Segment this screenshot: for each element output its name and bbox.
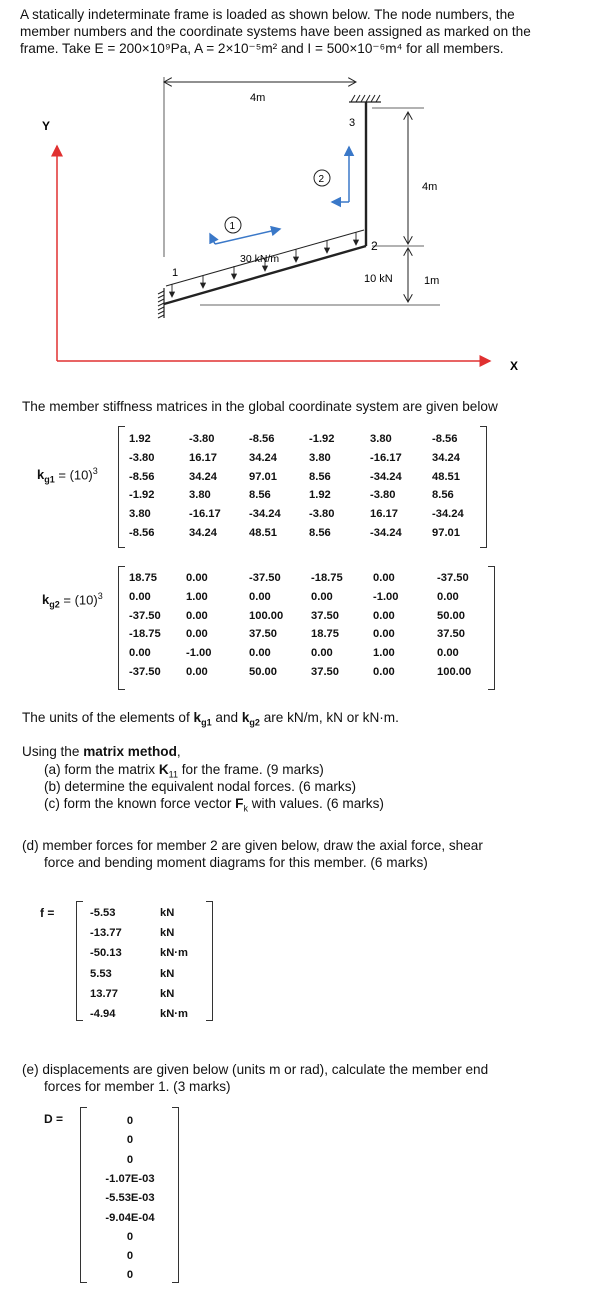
f-vector-label: f = (40, 906, 55, 920)
d-vector-cell: 0 (126, 1269, 134, 1282)
kg1-cell: -8.56 (129, 470, 155, 483)
task-a: (a) form the matrix $K_{11}$ for the frame. (9 marks) (44, 762, 324, 780)
kg2-cell: 37.50 (311, 609, 339, 622)
kg2-cell: 100.00 (437, 666, 472, 678)
kg1-cell: 8.56 (309, 470, 331, 483)
dim-1m-right: 1m (424, 275, 440, 287)
kg1-bracket-right (480, 426, 487, 548)
kg1-cell: 16.17 (189, 451, 217, 464)
kg1-cell: -1.92 (129, 489, 155, 502)
kg2-cell: 0.00 (437, 590, 459, 603)
d-vector-cell: 0 (126, 1115, 134, 1127)
kg2-cell: 0.00 (437, 647, 459, 660)
kg1-cell: 48.51 (432, 470, 460, 483)
kg1-cell: -8.56 (129, 527, 155, 539)
intro-line-1: A statically indeterminate frame is loaded as shown below. The node numbers, the (20, 7, 515, 22)
f-vector-cell: kN·m (160, 1008, 188, 1020)
task-b: (b) determine the equivalent nodal forces. (6 marks) (44, 779, 357, 794)
f-vector-cell: -5.53 (90, 907, 116, 919)
kg2-bracket-right (488, 566, 495, 690)
kg2-cell: 0.00 (373, 572, 395, 584)
kg1-cell: -34.24 (370, 470, 402, 483)
f-bracket-right (206, 901, 213, 1021)
kg2-cell: 0.00 (311, 647, 333, 660)
intro-line-3: frame. Take E = 200×10⁹Pa, A = 2×10⁻⁵m² and I = 500×10⁻⁶m⁴ for all members. (20, 41, 504, 56)
kg2-bracket-left (118, 566, 125, 690)
top-dimension-label: 4m (250, 92, 266, 104)
f-vector-cell: -50.13 (90, 947, 122, 960)
kg1-cell: -1.92 (309, 433, 335, 445)
stiffness-intro: The member stiffness matrices in the global coordinate system are given below (22, 399, 498, 414)
f-bracket-left (76, 901, 83, 1021)
kg1-cell: 8.56 (432, 489, 454, 502)
d-vector-cell: -1.07E-03 (105, 1172, 155, 1185)
kg1-cell: 3.80 (189, 489, 211, 502)
point-load-label: 10 kN (364, 273, 393, 285)
kg2-cell: -37.50 (249, 572, 281, 584)
kg2-cell: 37.50 (437, 628, 465, 641)
kg2-cell: 0.00 (186, 628, 208, 641)
kg1-cell: 1.92 (129, 433, 151, 445)
kg1-label: $k_{g1} = (10)^3$ (37, 466, 98, 485)
kg2-cell: -1.00 (373, 590, 399, 603)
kg1-cell: -34.24 (370, 527, 402, 539)
kg2-cell: 0.00 (373, 628, 395, 641)
member-1-label: 1 (229, 221, 236, 232)
f-vector-cell: kN·m (160, 947, 188, 960)
kg1-cell: -8.56 (249, 433, 275, 445)
kg1-cell: 97.01 (249, 470, 277, 483)
x-axis-label: X (510, 359, 519, 373)
kg1-cell: -16.17 (189, 508, 221, 521)
fixed-support-bottom (158, 288, 164, 318)
d-vector-cell: 0 (126, 1250, 134, 1263)
task-e-line-2: forces for member 1. (3 marks) (44, 1079, 231, 1094)
kg1-cell: -3.80 (370, 489, 396, 502)
f-vector-cell: 5.53 (90, 967, 112, 980)
d-vector-cell: 0 (126, 1134, 134, 1147)
kg2-cell: 0.00 (311, 590, 333, 603)
kg2-cell: 0.00 (186, 572, 208, 584)
kg2-cell: 18.75 (129, 572, 157, 584)
kg2-cell: 0.00 (186, 666, 208, 678)
kg2-cell: 0.00 (186, 609, 208, 622)
kg1-cell: 34.24 (432, 451, 460, 464)
f-vector-cell: kN (160, 907, 175, 919)
f-vector-cell: kN (160, 987, 175, 1000)
units-line: The units of the elements of $k_{g1}$ and $k_{g2}$ are kN/m, kN or kN·m. (22, 710, 399, 728)
kg2-label: $k_{g2} = (10)^3$ (42, 591, 103, 610)
kg2-cell: 100.00 (249, 609, 284, 622)
kg2-cell: -1.00 (186, 647, 212, 660)
task-d-line-1: (d) member forces for member 2 are given below, draw the axial force, shear (22, 838, 483, 853)
d-bracket-left (80, 1107, 87, 1283)
kg2-cell: -37.50 (129, 666, 161, 678)
kg2-cell: 50.00 (249, 666, 277, 678)
dim-4m-right: 4m (422, 181, 438, 193)
kg1-cell: 1.92 (309, 489, 331, 502)
kg1-cell: 8.56 (309, 527, 331, 539)
tasks-intro: Using the matrix method, (22, 744, 181, 759)
kg2-cell: 18.75 (311, 628, 339, 641)
task-c: (c) form the known force vector $F_k$ with values. (6 marks) (44, 796, 384, 814)
f-vector-cell: -4.94 (90, 1008, 116, 1020)
kg1-cell: 3.80 (129, 508, 151, 521)
kg2-cell: 0.00 (129, 590, 151, 603)
kg1-cell: -3.80 (309, 508, 335, 521)
task-e-line-1: (e) displacements are given below (units m or rad), calculate the member end (22, 1062, 489, 1077)
y-axis-label: Y (42, 119, 51, 133)
kg2-cell: 37.50 (249, 628, 277, 641)
kg2-cell: 0.00 (129, 647, 151, 660)
kg1-cell: -3.80 (189, 433, 215, 445)
d-vector-cell: -5.53E-03 (105, 1192, 155, 1205)
f-vector-cell: kN (160, 967, 175, 980)
node-1-label: 1 (172, 267, 179, 279)
kg2-cell: 1.00 (373, 647, 395, 660)
kg1-cell: -34.24 (249, 508, 281, 521)
kg2-cell: 0.00 (373, 609, 395, 622)
d-vector-cell: 0 (126, 1153, 134, 1166)
d-bracket-right (172, 1107, 179, 1283)
f-vector-cell: kN (160, 927, 175, 940)
kg2-cell: -18.75 (311, 572, 343, 584)
kg1-cell: 16.17 (370, 508, 398, 521)
fixed-support-top (349, 95, 381, 102)
f-vector-cell: 13.77 (90, 987, 118, 1000)
kg2-cell: 0.00 (373, 666, 395, 678)
d-vector-cell: -9.04E-04 (105, 1211, 155, 1224)
kg1-cell: -8.56 (432, 433, 458, 445)
kg1-bracket-left (118, 426, 125, 548)
kg2-cell: 37.50 (311, 666, 339, 678)
node-3-label: 3 (349, 117, 356, 129)
kg2-cell: 50.00 (437, 609, 465, 622)
member-2-label: 2 (318, 174, 325, 185)
intro-line-2: member numbers and the coordinate systems have been assigned as marked on the (20, 24, 531, 39)
kg1-cell: 34.24 (249, 451, 277, 464)
kg2-cell: -18.75 (129, 628, 161, 641)
kg1-cell: 34.24 (189, 470, 217, 483)
f-vector-cell: -13.77 (90, 927, 122, 940)
task-d-line-2: force and bending moment diagrams for this member. (6 marks) (44, 855, 428, 870)
load-label: 30 kN/m (240, 253, 280, 265)
kg2-cell: 0.00 (249, 590, 271, 603)
kg1-cell: 8.56 (249, 489, 271, 502)
kg1-cell: -3.80 (129, 451, 155, 464)
kg2-cell: -37.50 (437, 572, 469, 584)
d-vector-cell: 0 (126, 1230, 134, 1243)
node-2-label: 2 (371, 239, 378, 253)
kg1-cell: 48.51 (249, 527, 277, 539)
kg1-cell: 3.80 (370, 433, 392, 445)
kg1-cell: 34.24 (189, 527, 217, 539)
frame-figure (0, 60, 605, 380)
d-vector-label: D = (44, 1112, 64, 1126)
kg2-cell: 1.00 (186, 590, 208, 603)
kg1-cell: -34.24 (432, 508, 464, 521)
kg2-cell: 0.00 (249, 647, 271, 660)
kg1-cell: 97.01 (432, 527, 460, 539)
kg2-cell: -37.50 (129, 609, 161, 622)
kg1-cell: -16.17 (370, 451, 402, 464)
kg1-cell: 3.80 (309, 451, 331, 464)
